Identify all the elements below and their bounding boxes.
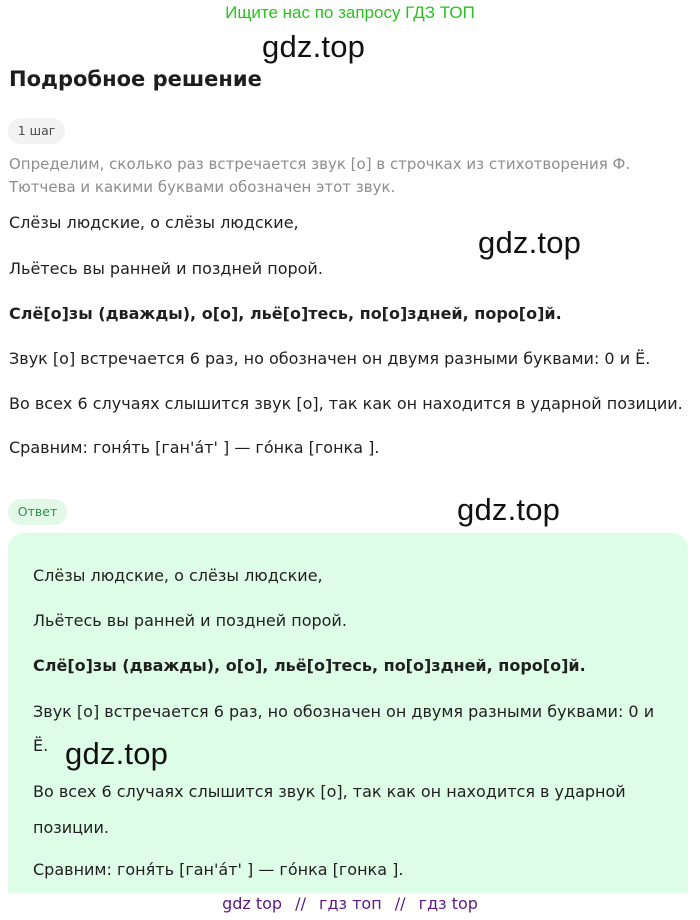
footer-link-gdz-top-ru[interactable]: гдз топ <box>319 894 382 913</box>
step-badge: 1 шаг <box>8 118 65 144</box>
solution-line-6: Сравним: гоня́ть [ган'а́т' ] — го́нка [гонка ]. <box>9 438 380 457</box>
page-title: Подробное решение <box>9 67 262 91</box>
answer-line-4: Звук [о] встречается 6 раз, но обозначен он двумя разными буквами: 0 и <box>33 702 655 721</box>
footer-separator: // <box>295 894 306 913</box>
solution-line-2: Льётесь вы ранней и поздней порой. <box>9 259 323 278</box>
search-banner[interactable]: Ищите нас по запросу ГДЗ ТОП <box>225 3 475 22</box>
answer-line-4-continued: Ё. <box>33 736 49 755</box>
solution-line-5: Во всех 6 случаях слышится звук [о], так как он находится в ударной позиции. <box>9 394 683 413</box>
watermark: gdz.top <box>262 29 366 64</box>
step-intro: Определим, сколько раз встречается звук [о] в строчках из стихотворения Ф. Тютчева и какими буквами обозначен этот звук. <box>9 155 631 196</box>
answer-line-6: Сравним: гоня́ть [ган'а́т' ] — го́нка [гонка ]. <box>33 860 404 879</box>
solution-line-3: Слё[о]зы (дважды), о[о], льё[о]тесь, по[о]здней, поро[о]й. <box>9 304 562 323</box>
footer-separator: // <box>394 894 406 913</box>
footer-link-gdz-top-mixed[interactable]: гдз top <box>418 894 478 913</box>
solution-line-4: Звук [о] встречается 6 раз, но обозначен он двумя разными буквами: 0 и Ё. <box>9 349 651 368</box>
watermark: gdz.top <box>457 492 561 527</box>
answer-line-5-continued: позиции. <box>33 818 109 837</box>
solution-line-1: Слёзы людские, о слёзы людские, <box>9 213 299 232</box>
watermark: gdz.top <box>478 225 582 260</box>
watermark: gdz.top <box>65 736 169 771</box>
footer-link-gdz-top[interactable]: gdz top <box>222 894 283 913</box>
answer-line-5: Во всех 6 случаях слышится звук [о], так как он находится в ударной <box>33 782 626 801</box>
answer-badge: Ответ <box>8 499 67 525</box>
answer-line-3: Слё[о]зы (дважды), о[о], льё[о]тесь, по[о]здней, поро[о]й. <box>33 656 586 675</box>
answer-line-1: Слёзы людские, о слёзы людские, <box>33 566 323 585</box>
answer-line-2: Льётесь вы ранней и поздней порой. <box>33 611 347 630</box>
footer-links <box>0 894 700 913</box>
